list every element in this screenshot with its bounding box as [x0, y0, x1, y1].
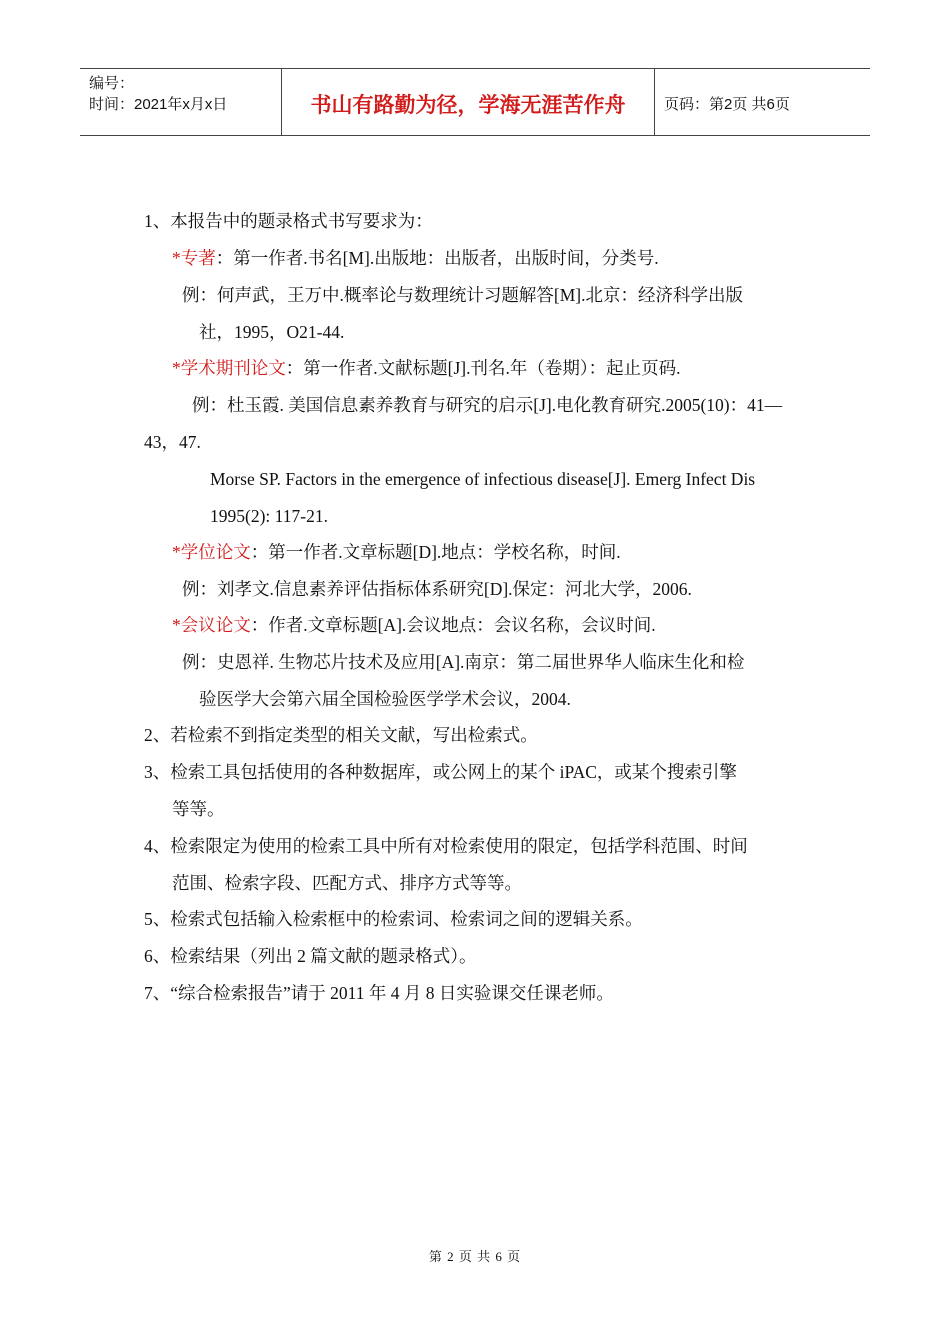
document-date: 时间：2021年x月x日: [89, 96, 228, 113]
conference-example-line1: 例：史恩祥. 生物芯片技术及应用[A].南京：第二届世界华人临床生化和检: [182, 652, 745, 672]
conference-format: ：作者.文章标题[A].会议地点：会议名称，会议时间.: [250, 615, 656, 635]
conference-label: *会议论文: [172, 615, 251, 635]
header-meta: [80, 69, 281, 135]
monograph-format-line: [172, 246, 659, 270]
item-7: 7、“综合检索报告”请于 2011 年 4 月 8 日实验课交任课老师。: [144, 983, 614, 1003]
document-number-label: 编号：: [89, 75, 135, 92]
monograph-example-line1: 例：何声武，王万中.概率论与数理统计习题解答[M].北京：经济科学出版: [182, 285, 743, 305]
thesis-example: 例：刘孝文.信息素养评估指标体系研究[D].保定：河北大学，2006.: [182, 579, 692, 599]
conference-example-line2: 验医学大会第六届全国检验医学学术会议，2004.: [199, 689, 571, 709]
monograph-format: ：第一作者.书名[M].出版地：出版者，出版时间，分类号.: [215, 248, 659, 268]
document-header: [80, 68, 870, 136]
item-3-line2: 等等。: [172, 799, 225, 819]
thesis-format-line: [172, 540, 621, 564]
monograph-example-line2: 社，1995，O21-44.: [199, 322, 345, 342]
journal-example2-line2: 1995(2): 117-21.: [210, 506, 328, 526]
journal-example2-line1: Morse SP. Factors in the emergence of infectious disease[J]. Emerg Infect Dis: [210, 469, 756, 489]
journal-format-line: [172, 356, 680, 380]
conference-format-line: [172, 613, 656, 637]
header-page-info: 页码：第2页 共6页: [664, 95, 790, 113]
item-2: 2、若检索不到指定类型的相关文献，写出检索式。: [144, 725, 538, 745]
item-4-line1: 4、检索限定为使用的检索工具中所有对检索使用的限定，包括学科范围、时间: [144, 836, 748, 856]
item-3-line1: 3、检索工具包括使用的各种数据库，或公网上的某个 iPAC，或某个搜索引擎: [144, 762, 737, 782]
item-6: 6、检索结果（列出 2 篇文献的题录格式）。: [144, 946, 477, 966]
page-footer: 第 2 页 共 6 页: [428, 1249, 522, 1264]
item-4-line2: 范围、检索字段、匹配方式、排序方式等等。: [172, 873, 522, 893]
item-5: 5、检索式包括输入检索框中的检索词、检索词之间的逻辑关系。: [144, 909, 643, 929]
monograph-label: *专著: [172, 248, 216, 268]
thesis-format: ：第一作者.文章标题[D].地点：学校名称，时间.: [250, 542, 621, 562]
thesis-label: *学位论文: [172, 542, 251, 562]
journal-example-line2: 43，47.: [144, 432, 201, 452]
journal-format: ：第一作者.文献标题[J].刊名.年（卷期）：起止页码.: [285, 358, 681, 378]
item-1-title: 1、本报告中的题录格式书写要求为：: [144, 211, 433, 231]
journal-label: *学术期刊论文: [172, 358, 286, 378]
journal-example-line1: 例：杜玉霞. 美国信息素养教育与研究的启示[J].电化教育研究.2005(10)：41—: [192, 395, 783, 415]
header-motto: 书山有路勤为径，学海无涯苦作舟: [281, 69, 655, 135]
